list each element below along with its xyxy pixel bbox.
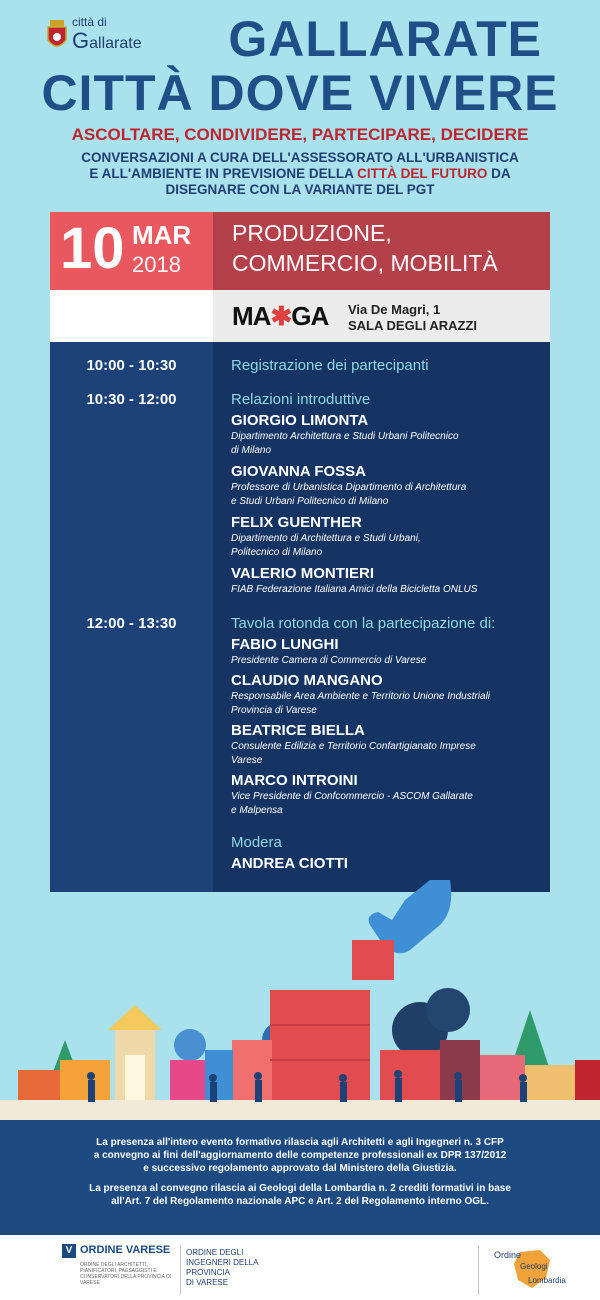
subtitle: ASCOLTARE, CONDIVIDERE, PARTECIPARE, DECIDERE (71, 125, 529, 144)
panelist-role: Provincia di Varese (231, 705, 317, 716)
logo-text-small: città di (72, 15, 107, 29)
brick-tower (270, 990, 370, 1100)
panelist-name: FABIO LUNGHI (231, 636, 339, 653)
accreditation-note-architects (40, 1136, 560, 1175)
speaker-name: VALERIO MONTIERI (231, 565, 375, 582)
event-year: 2018 (132, 252, 181, 277)
panelist-name: CLAUDIO MANGANO (231, 672, 383, 689)
geologi-label-1: Ordine (494, 1250, 522, 1260)
city-illustration (0, 880, 600, 1140)
desc-line2a: E ALL'AMBIENTE IN PREVISIONE DELLA (89, 166, 358, 181)
panelist-role: Vice Presidente di Confcommercio - ASCOM Gallarate (231, 791, 473, 802)
ordine-varese-subtext: ORDINE DEGLI ARCHITETTI, PIANIFICATORI, PAESAGGISTI E CONSERVATORI DELLA PROVINCIA DI VARESE (80, 1262, 172, 1286)
ordine-ingegneri-logo (186, 1248, 296, 1288)
oi-line3: PROVINCIA (186, 1268, 231, 1277)
speaker-role: FIAB Federazione Italiana Amici della Bicicletta ONLUS (231, 584, 478, 595)
panelist-role: e Malpensa (231, 805, 283, 816)
panelist-name: BEATRICE BIELLA (231, 722, 365, 739)
maga-logo-b: GA (291, 301, 329, 331)
slot3-title: Tavola rotonda con la partecipazione di: (231, 615, 496, 632)
slot1-time: 10:00 - 10:30 (86, 357, 177, 374)
panelist-role: Consulente Edilizia e Territorio Confartigianato Imprese (231, 741, 476, 752)
panelist-role: Varese (231, 755, 263, 766)
event-month: MAR (132, 220, 192, 250)
slot1-title: Registrazione dei partecipanti (231, 357, 429, 374)
slot2-title: Relazioni introduttive (231, 391, 371, 408)
venue-room: SALA DEGLI ARAZZI (348, 318, 478, 333)
speaker-name: FELIX GUENTHER (231, 514, 362, 531)
panelist-name: MARCO INTROINI (231, 772, 358, 789)
ordine-varese-label: ORDINE VARESE (80, 1244, 171, 1256)
note1-line3: e successivo regolamento approvato dal Ministero della Giustizia. (143, 1163, 457, 1174)
note2-line1: La presenza al convegno rilascia ai Geologi della Lombardia n. 2 crediti formativi in base (89, 1183, 511, 1194)
note2-line2: all'Art. 7 del Regolamento nazionale APC e Art. 2 del Regolamento interno OGL. (111, 1196, 489, 1207)
title-line1-wrap (0, 11, 600, 67)
title-line2: CITTÀ DOVE VIVERE (41, 65, 559, 121)
topic-line2: COMMERCIO, MOBILITÀ (232, 250, 498, 276)
desc-line2b: DA (487, 166, 511, 181)
footer-divider (478, 1245, 479, 1295)
footer-divider (180, 1245, 181, 1295)
note1-line1: La presenza all'intero evento formativo rilascia agli Architetti e agli Ingegneri n. 3 CFP (96, 1137, 504, 1148)
panelist-role: Presidente Camera di Commercio di Varese (231, 655, 427, 666)
speaker-role: Dipartimento Architettura e Studi Urbani Politecnico (231, 431, 459, 442)
speaker-role: Politecnico di Milano (231, 547, 323, 558)
oi-line1: ORDINE DEGLI (186, 1248, 244, 1257)
maga-star-icon: ✱ (270, 301, 292, 331)
desc-line2 (60, 166, 540, 182)
moderator-label: Modera (231, 834, 282, 851)
desc-line3: DISEGNARE CON LA VARIANTE DEL PGT (165, 182, 435, 197)
maga-logo-a: MA (232, 301, 271, 331)
description (60, 150, 540, 198)
speaker-role: Dipartimento di Architettura e Studi Urbani, (231, 533, 421, 544)
speaker-role: Professore di Urbanistica Dipartimento di Architettura (231, 482, 467, 493)
brick-held (352, 940, 394, 980)
oi-line2: INGEGNERI DELLA (186, 1258, 259, 1267)
event-day: 10 (60, 216, 125, 281)
geologi-label-3: Lombardia (528, 1276, 566, 1285)
speaker-name: GIOVANNA FOSSA (231, 463, 367, 480)
oi-line4: DI VARESE (186, 1278, 229, 1287)
title-line1: GALLARATE (228, 11, 542, 67)
venue-address: Via De Magri, 1 (348, 302, 441, 317)
slot2-time: 10:30 - 12:00 (86, 391, 177, 408)
panelist-role: Responsabile Area Ambiente e Territorio Unione Industriali (231, 691, 491, 702)
topic-line1: PRODUZIONE, (232, 220, 392, 246)
accreditation-note-geologists (40, 1182, 560, 1208)
logo-g: G (72, 28, 90, 53)
moderator-name: ANDREA CIOTTI (231, 855, 348, 872)
slot3-time: 12:00 - 13:30 (86, 615, 177, 632)
venue-left-box (50, 290, 213, 342)
note1-line2: a convegno ai fini dell'aggiornamento delle competenze professionali ex DPR 137/2012 (93, 1150, 507, 1161)
ordine-varese-badge: V (62, 1244, 76, 1258)
logo-rest: allarate (89, 35, 142, 52)
desc-highlight: CITTÀ DEL FUTURO (357, 166, 488, 181)
speaker-role: di Milano (231, 445, 272, 456)
speaker-name: GIORGIO LIMONTA (231, 412, 369, 429)
speaker-role: e Studi Urbani Politecnico di Milano (231, 496, 389, 507)
desc-line1: CONVERSAZIONI A CURA DELL'ASSESSORATO ALL'URBANISTICA (81, 150, 519, 165)
geologi-label-2: Geologi (520, 1262, 548, 1271)
maga-logo (232, 303, 328, 329)
